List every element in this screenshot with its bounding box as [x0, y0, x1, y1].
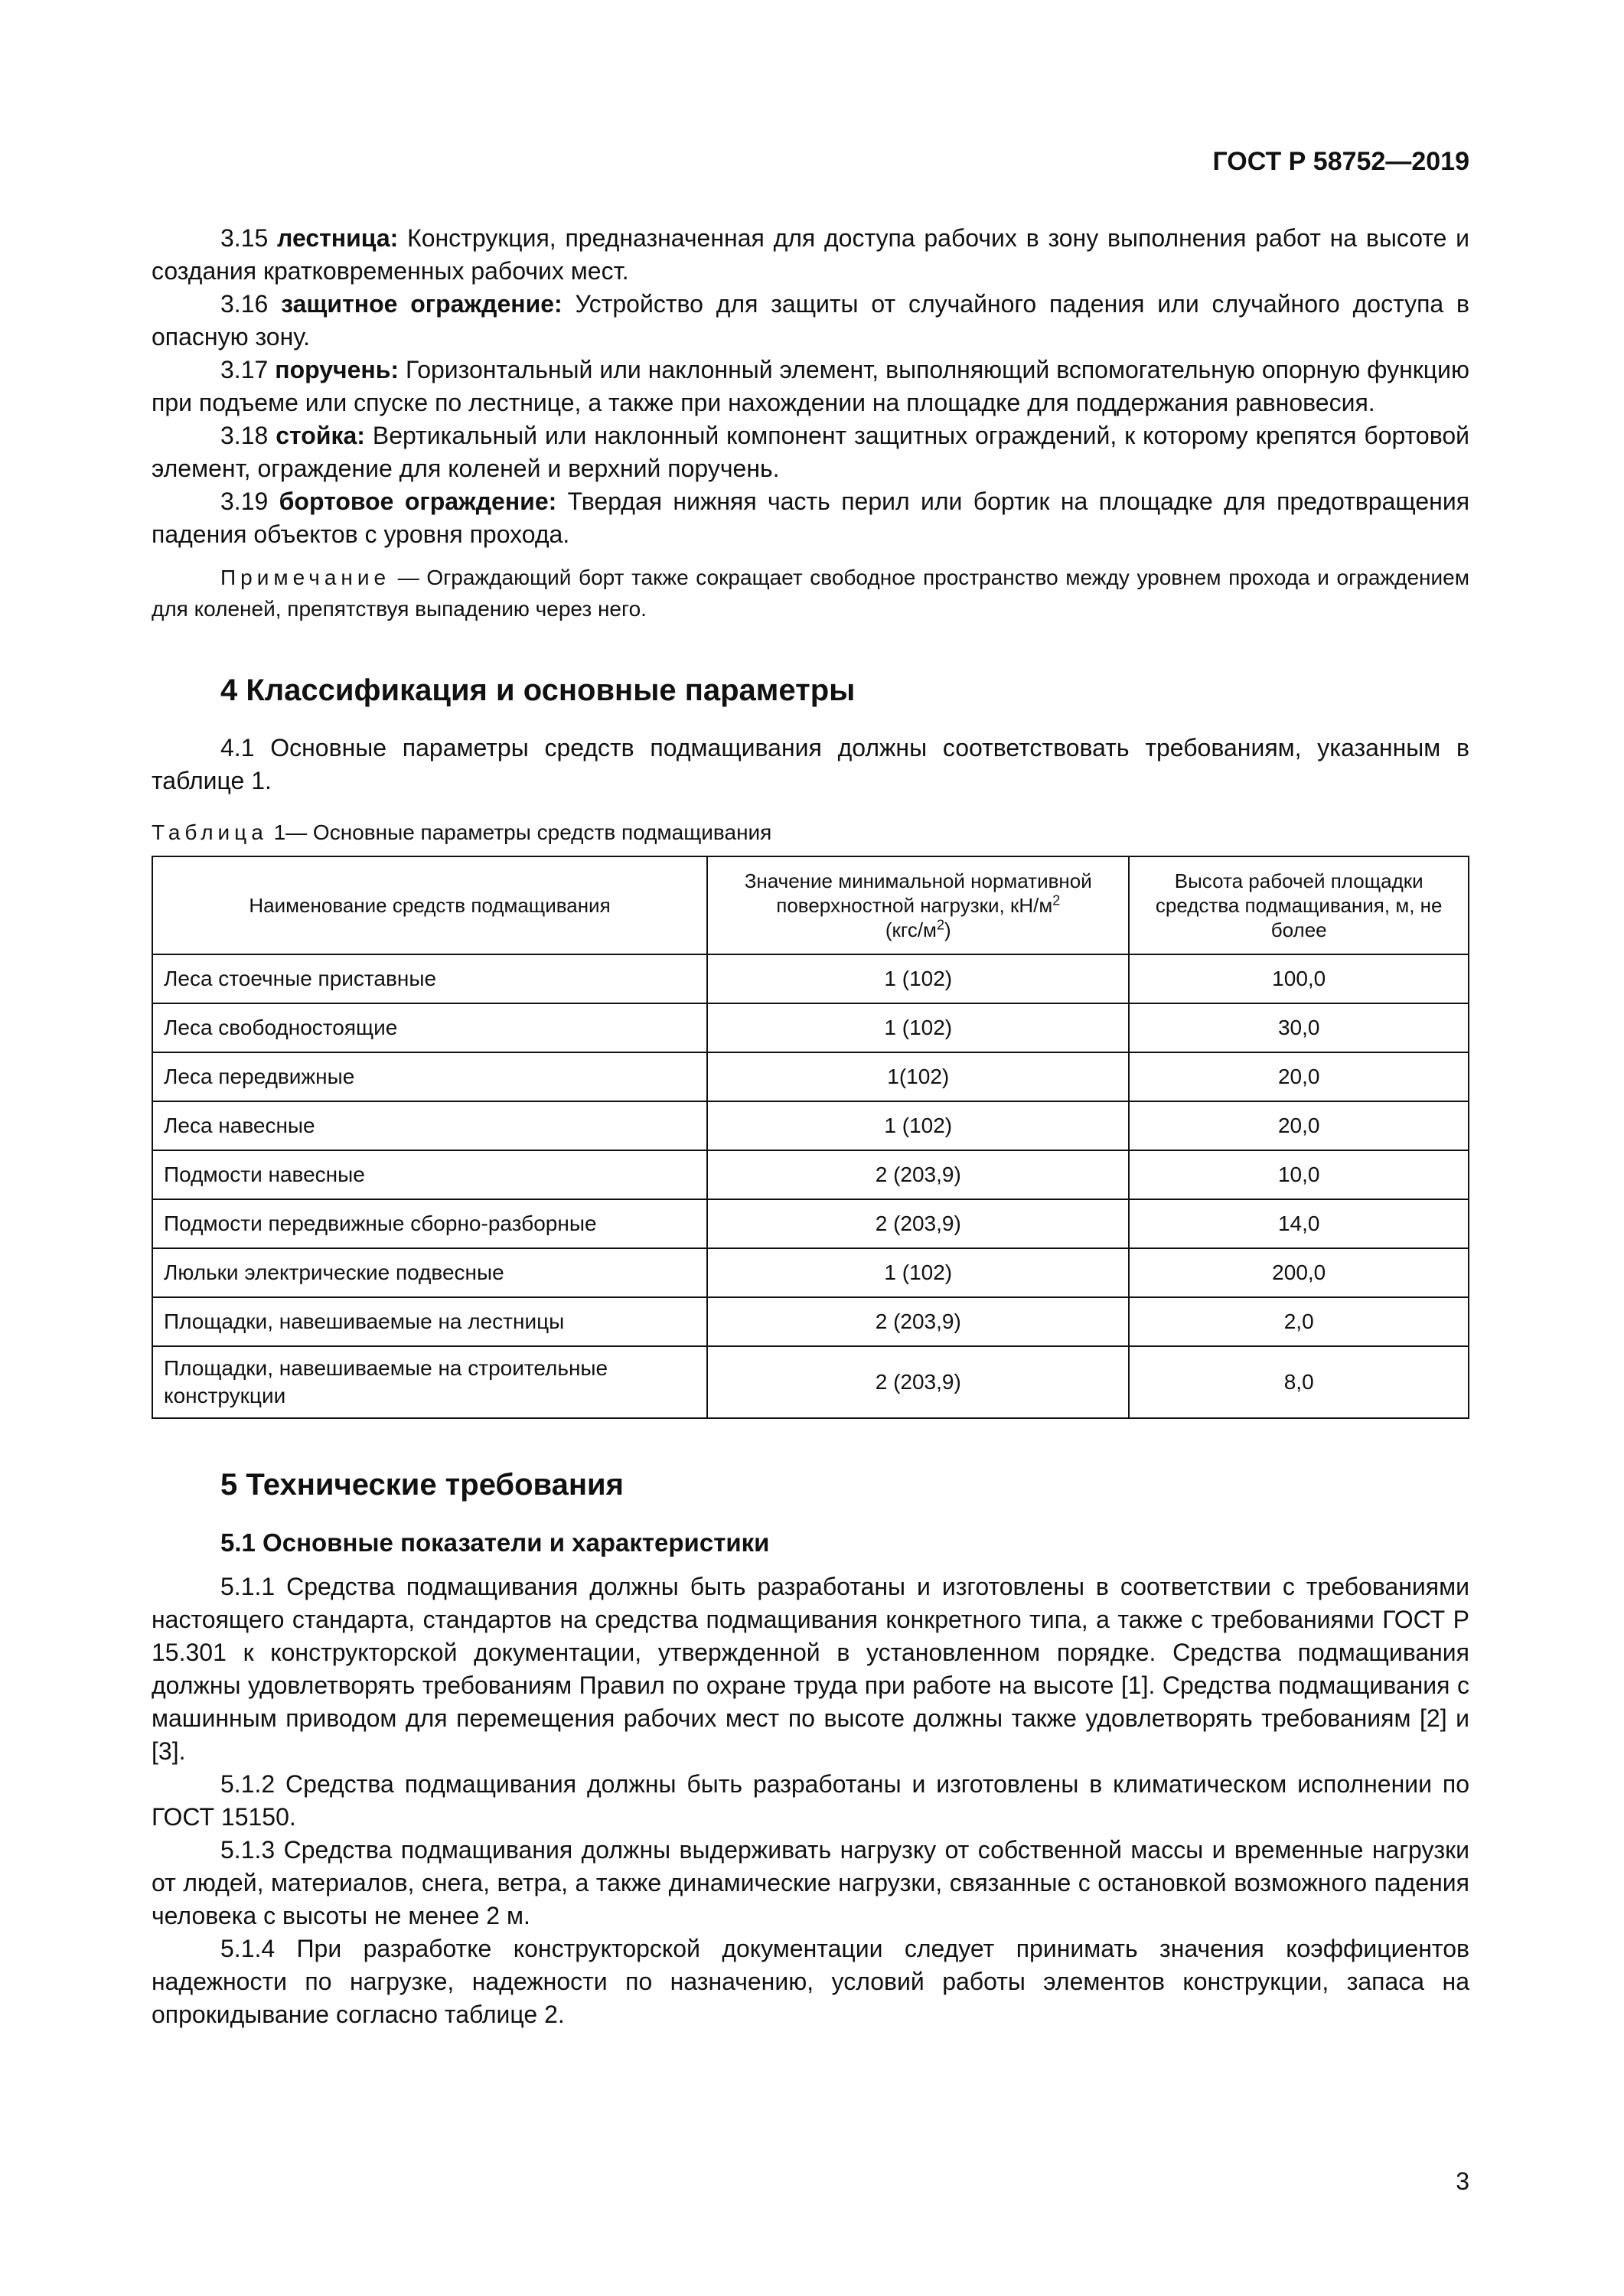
table-header-row [152, 856, 1469, 954]
table-row: Площадки, навешиваемые на лестницы 2 (203,9) 2,0 [152, 1297, 1469, 1346]
header-name: Наименование средств подмащивания [152, 856, 707, 954]
term: стойка: [276, 422, 365, 449]
table-row: Люльки электрические подвесные 1 (102) 200,0 [152, 1248, 1469, 1297]
section-5-heading: 5 Технические требования [220, 1468, 624, 1502]
definitions-list [152, 222, 1469, 551]
header-height: Высота рабочей площадки средства подмащивания, м, не более [1129, 856, 1469, 954]
paragraph-5-1-2: 5.1.2 Средства подмащивания должны быть разработаны и изготовлены в климатическом исполнении по ГОСТ 15150. [152, 1770, 1469, 1831]
table-row: Площадки, навешиваемые на строительные конструкции 2 (203,9) 8,0 [152, 1346, 1469, 1418]
parameters-table [152, 856, 1469, 1419]
definition-3-17: 3.17 поручень: Горизонтальный или наклонный элемент, выполняющий вспомогательную опорную функцию при подъеме или спуске по лестнице, а также при нахождении на площадке для поддержания равновесия. [152, 356, 1470, 416]
paragraph-5-1-1: 5.1.1 Средства подмащивания должны быть разработаны и изготовлены в соответствии с требованиями настоящего стандарта, стандартов на средства подмащивания конкретного типа, а также с требованиями ГОСТ Р 15.301 к конструкторской документации, утвержденной в установленном порядке. Средства подмащивания должны удовлетворять требованиям Правил по охране труда при работе на высоте [1]. Средства подмащивания с машинным приводом для перемещения рабочих мест по высоте должны также удовлетворять требованиям [2] и [3]. [152, 1573, 1469, 1765]
paragraph-5-1-3: 5.1.3 Средства подмащивания должны выдерживать нагрузку от собственной массы и временные нагрузки от людей, материалов, снега, ветра, а также динамические нагрузки, связанные с остановкой возможного падения человека с высоты не менее 2 м. [152, 1836, 1469, 1929]
definition-3-15: 3.15 лестница: Конструкция, предназначенная для доступа рабочих в зону выполнения работ на высоте и создания кратковременных рабочих мест. [152, 224, 1470, 285]
table-caption: Таблица 1— Основные параметры средств подмащивания [152, 820, 772, 844]
paragraph-5-1-4: 5.1.4 При разработке конструкторской документации следует принимать значения коэффициентов надежности по нагрузке, надежности по назначению, условий работы элементов конструкции, запаса на опрокидывание согласно таблице 2. [152, 1935, 1469, 2028]
definition-3-18: 3.18 стойка: Вертикальный или наклонный компонент защитных ограждений, к которому крепятся бортовой элемент, ограждение для коленей и верхний поручень. [152, 422, 1470, 482]
table-row: Леса свободностоящие 1 (102) 30,0 [152, 1003, 1469, 1052]
subsection-5-1-heading: 5.1 Основные показатели и характеристики [220, 1528, 770, 1557]
note-label: Примечание [220, 566, 391, 589]
definition-3-19: 3.19 бортовое ограждение: Твердая нижняя часть перил или бортик на площадке для предотвращения падения объектов с уровня прохода. [152, 488, 1470, 548]
note-text: — Ограждающий борт также сокращает свободное пространство между уровнем прохода и ограждением для коленей, препятствуя выпадению через него. [152, 566, 1469, 621]
table-row: Леса навесные 1 (102) 20,0 [152, 1101, 1469, 1150]
term: защитное ограждение: [281, 290, 563, 318]
paragraph-4-1: 4.1 Основные параметры средств подмащивания должны соответствовать требованиям, указанным в таблице 1. [152, 734, 1469, 794]
term: поручень: [275, 356, 399, 383]
table-row: Подмости передвижные сборно-разборные 2 (203,9) 14,0 [152, 1199, 1469, 1248]
header-load: Значение минимальной нормативной поверхностной нагрузки, $кН/м^2$ $(кгс/м^2)$ [707, 856, 1129, 954]
section-4-heading: 4 Классификация и основные параметры [220, 673, 856, 707]
term: бортовое ограждение: [279, 488, 557, 515]
definition-3-16: 3.16 защитное ограждение: Устройство для защиты от случайного падения или случайного доступа в опасную зону. [152, 290, 1470, 351]
note [152, 562, 1469, 625]
document-number: ГОСТ Р 58752—2019 [1212, 147, 1469, 176]
table-row: Леса передвижные 1(102) 20,0 [152, 1052, 1469, 1101]
page-content [152, 222, 1469, 2031]
term: лестница: [277, 224, 399, 252]
table-row: Подмости навесные 2 (203,9) 10,0 [152, 1150, 1469, 1199]
table-row: Леса стоечные приставные 1 (102) 100,0 [152, 954, 1469, 1003]
page-number: 3 [1456, 2167, 1469, 2195]
